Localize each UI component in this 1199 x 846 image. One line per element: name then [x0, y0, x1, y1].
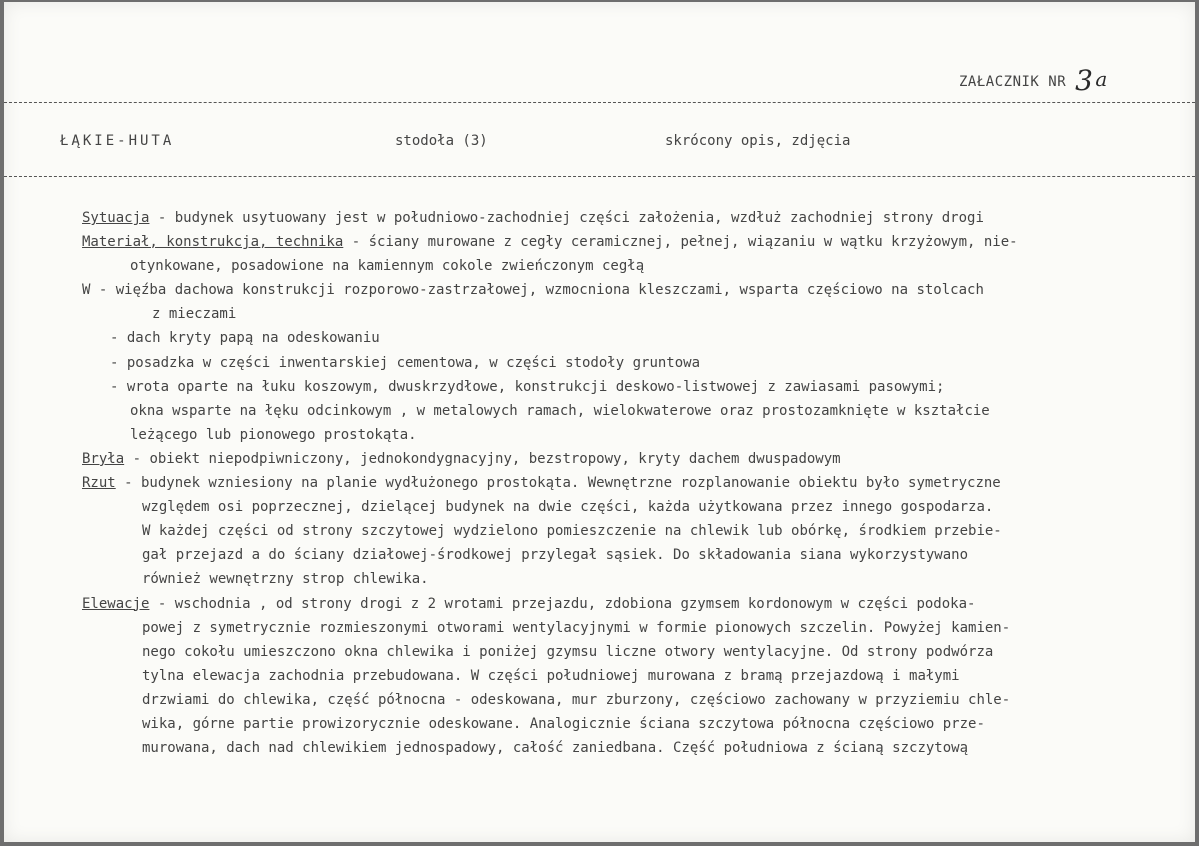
description-body: [82, 206, 1172, 760]
text-line: Rzut - budynek wzniesiony na planie wydłużonego prostokąta. Wewnętrzne rozplanowanie obiektu było symetryczne: [82, 475, 1001, 492]
annex-label-text: ZAŁACZNIK NR: [959, 74, 1067, 90]
text-line: Bryła - obiekt niepodpiwniczony, jednokondygnacyjny, bezstropowy, kryty dachem dwuspadowym: [82, 450, 841, 467]
top-divider: [4, 102, 1195, 103]
annex-label: [959, 60, 1108, 97]
section-heading: Rzut: [82, 475, 116, 492]
text-line: Materiał, konstrukcja, technika - ściany murowane z cegły ceramicznej, pełnej, wiązaniu w wątku krzyżowym, nie-: [82, 234, 1018, 251]
text-line: tylna elewacja zachodnia przebudowana. W części południowej murowana z bramą przejazdową i małymi: [142, 667, 960, 684]
text-line: otynkowane, posadowione na kamiennym cokole zwieńczonym cegłą: [130, 258, 645, 275]
text-line: Elewacje - wschodnia , od strony drogi z 2 wrotami przejazdu, zdobiona gzymsem kordonowym w części podoka-: [82, 595, 976, 612]
annex-number: 3: [1075, 64, 1094, 97]
document-page: [4, 2, 1195, 842]
text-line: drzwiami do chlewika, część północna - odeskowana, mur zburzony, częściowo zachowany w przyziemiu chle-: [142, 691, 1011, 708]
object-name: stodoła (3): [395, 133, 488, 149]
section-heading: Materiał, konstrukcja, technika: [82, 234, 344, 251]
text-line: - dach kryty papą na odeskowaniu: [110, 330, 380, 347]
text-line: - posadzka w części inwentarskiej cementowa, w części stodoły gruntowa: [110, 354, 701, 371]
text-line: wika, górne partie prowizorycznie odeskowane. Analogicznie ściana szczytowa północna częściowo prze-: [142, 715, 985, 732]
text-line: W każdej części od strony szczytowej wydzielono pomieszczenie na chlewik lub obórkę, środkiem przebie-: [142, 523, 1002, 540]
text-line: Sytuacja - budynek usytuowany jest w południowo-zachodniej części założenia, wzdłuż zachodniej strony drogi: [82, 210, 984, 226]
document-note: skrócony opis, zdjęcia: [665, 133, 851, 149]
section-heading: Bryła: [82, 450, 125, 467]
place-name: ŁĄKIE-HUTA: [60, 133, 175, 149]
text-line: W - więźba dachowa konstrukcji rozporowo-zastrzałowej, wzmocniona kleszczami, wsparta częściowo na stolcach: [82, 282, 984, 299]
text-line: gał przejazd a do ściany działowej-środkowej przylegał sąsiek. Do składowania siana wykorzystywano: [142, 547, 969, 564]
header-divider: [4, 176, 1195, 177]
section-heading: Elewacje: [82, 595, 150, 612]
text-line: leżącego lub pionowego prostokąta.: [130, 426, 417, 443]
annex-suffix: a: [1095, 67, 1108, 91]
text-line: murowana, dach nad chlewikiem jednospadowy, całość zaniedbana. Część południowa z ścianą szczytową: [142, 740, 969, 757]
text-line: powej z symetrycznie rozmieszonymi otworami wentylacyjnymi w formie pionowych szczelin. Powyżej kamien-: [142, 619, 1011, 636]
text-line: okna wsparte na łęku odcinkowym , w metalowych ramach, wielokwaterowe oraz prostozamknięte w kształcie: [130, 402, 990, 419]
text-line: nego cokołu umieszczono okna chlewika i poniżej gzymsu liczne otwory wentylacyjne. Od strony podwórza: [142, 643, 994, 660]
text-line: również wewnętrzny strop chlewika.: [142, 571, 429, 588]
text-line: względem osi poprzecznej, dzielącej budynek na dwie części, każda użytkowana przez innego gospodarza.: [142, 499, 994, 516]
text-line: - wrota oparte na łuku koszowym, dwuskrzydłowe, konstrukcji deskowo-listwowej z zawiasami pasowymi;: [110, 378, 945, 395]
text-line: z mieczami: [152, 306, 237, 323]
section-heading: Sytuacja: [82, 210, 150, 226]
